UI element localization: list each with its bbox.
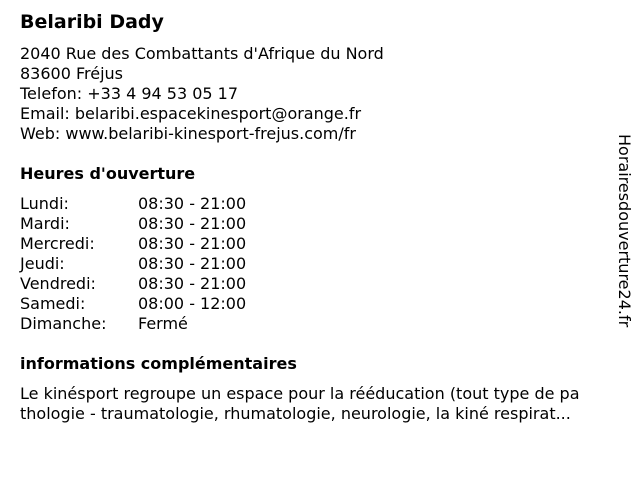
hours-row-thursday [20, 254, 246, 274]
address-city: 83600 Fréjus [20, 64, 124, 83]
opening-hours-table [20, 194, 246, 334]
time-value: 08:00 - 12:00 [138, 294, 247, 313]
site-watermark: Horairesdouverture24.fr [615, 134, 634, 328]
additional-info-text [20, 384, 632, 424]
hours-row-monday [20, 194, 246, 214]
opening-hours-heading: Heures d'ouverture [20, 164, 196, 183]
time-value: 08:30 - 21:00 [138, 194, 247, 213]
day-label: Jeudi: [20, 254, 65, 273]
time-value: 08:30 - 21:00 [138, 274, 247, 293]
time-value: 08:30 - 21:00 [138, 214, 247, 233]
contact-block [20, 44, 384, 144]
business-name: Belaribi Dady [20, 11, 164, 33]
time-value: Fermé [138, 314, 188, 333]
hours-row-saturday [20, 294, 246, 314]
description-line: Le kinésport regroupe un espace pour la rééducation (tout type de pa [20, 384, 580, 403]
description-line: thologie - traumatologie, rhumatologie, neurologie, la kiné respirat... [20, 404, 571, 423]
day-label: Vendredi: [20, 274, 96, 293]
phone-number: Telefon: +33 4 94 53 05 17 [20, 84, 239, 103]
address-street: 2040 Rue des Combattants d'Afrique du Nord [20, 44, 384, 63]
hours-row-friday [20, 274, 246, 294]
day-label: Lundi: [20, 194, 69, 213]
day-label: Mardi: [20, 214, 70, 233]
day-label: Dimanche: [20, 314, 107, 333]
day-label: Samedi: [20, 294, 86, 313]
time-value: 08:30 - 21:00 [138, 234, 247, 253]
hours-row-tuesday [20, 214, 246, 234]
additional-info-heading: informations complémentaires [20, 354, 297, 373]
day-label: Mercredi: [20, 234, 95, 253]
email-address: Email: belaribi.espacekinesport@orange.fr [20, 104, 362, 123]
website-url: Web: www.belaribi-kinesport-frejus.com/fr [20, 124, 356, 143]
hours-row-wednesday [20, 234, 246, 254]
time-value: 08:30 - 21:00 [138, 254, 247, 273]
hours-row-sunday [20, 314, 246, 334]
